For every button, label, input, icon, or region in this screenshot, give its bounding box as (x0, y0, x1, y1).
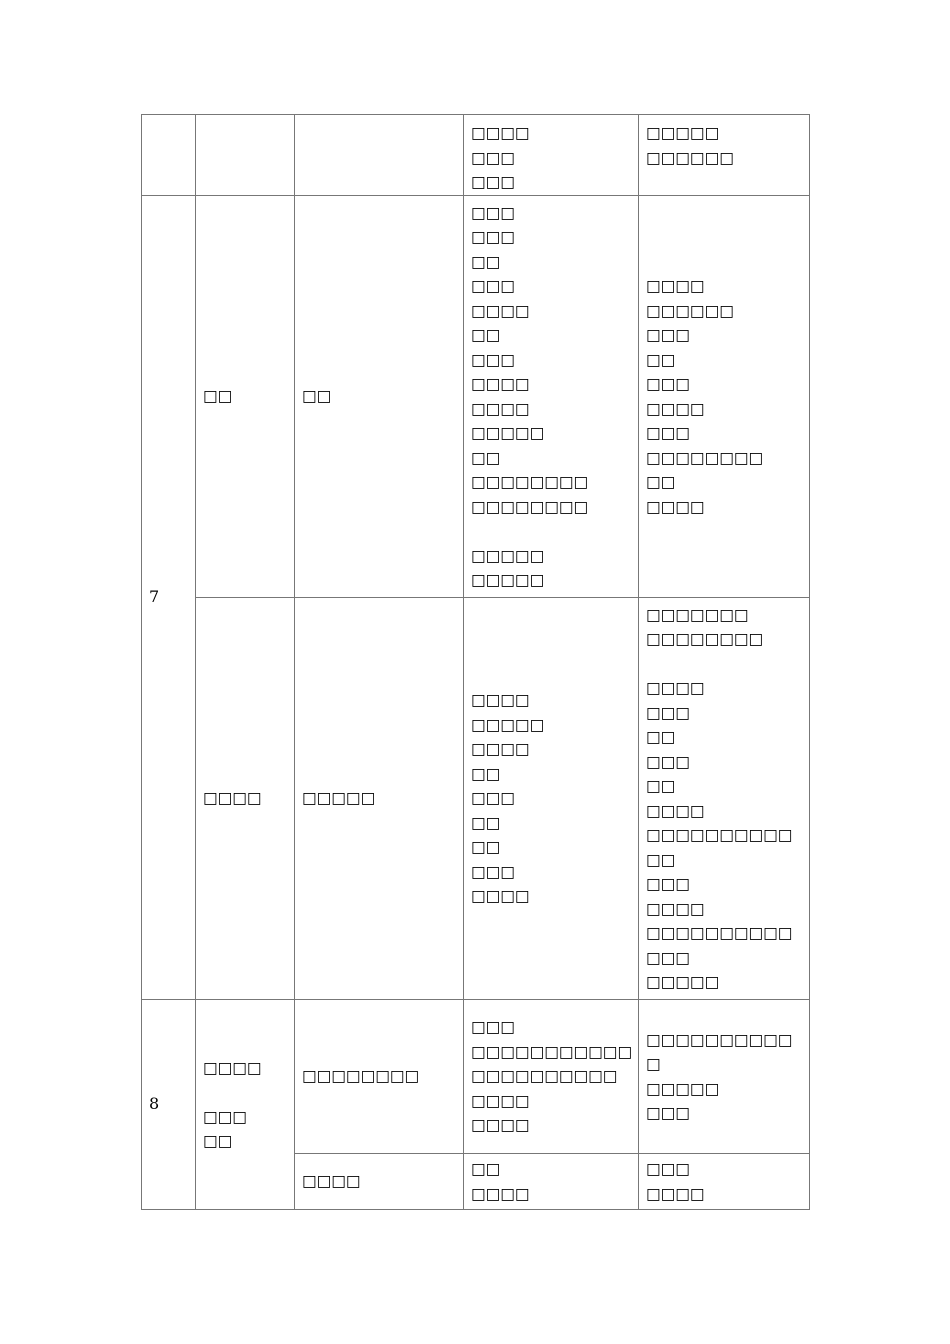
list-item: □□□□ (471, 124, 530, 142)
category-cell: □□ (196, 196, 295, 598)
list-item: □□ (471, 326, 501, 344)
notes-cell (639, 196, 810, 598)
list-item (646, 652, 802, 677)
list-item: □□□□□□□□ (471, 497, 589, 516)
list-item: □□ (646, 473, 676, 491)
name-cell: □□□□□ (295, 598, 464, 1000)
category-cell: □□□□ (196, 598, 295, 1000)
list-item: □□□□□ (471, 571, 545, 589)
list-item: □□ (471, 838, 501, 857)
list-item: □□ (646, 728, 676, 746)
list-item: □□□□□□□□□□ (646, 826, 793, 844)
list-item: □□□ (471, 173, 515, 191)
list-item: □□□□□ (646, 124, 720, 142)
list-item: □□□□□□□□ (471, 473, 589, 491)
list-item: □□□□ (646, 277, 705, 295)
list-item: □□□ (646, 424, 690, 442)
list-item: □□□□ (203, 1058, 262, 1077)
name-cell: □□□□□□□□ (295, 1000, 464, 1154)
list-item: □□□ (646, 703, 690, 722)
list-item: □□□□ (471, 887, 530, 906)
list-item: □□□ (471, 228, 515, 246)
name-cell (295, 115, 464, 196)
list-item: □□□□ (471, 1091, 530, 1110)
list-item: □□□ (471, 789, 515, 808)
name-cell: □□ (295, 196, 464, 598)
items-cell (464, 1154, 639, 1210)
list-item: □□□□□□□□□□□ (471, 1042, 633, 1061)
list-item: □□□□□□□□□□ (471, 1067, 618, 1086)
list-item: □□ (471, 252, 501, 271)
items-cell (464, 115, 639, 196)
row-number: 8 (142, 1000, 196, 1210)
list-item: □□□□ (646, 497, 705, 516)
list-item: □□□□ (471, 399, 530, 418)
list-item: □□ (646, 777, 676, 795)
notes-cell (639, 1000, 810, 1154)
list-item: □□□ (471, 1018, 515, 1037)
list-item: □□ (471, 764, 501, 783)
list-item: □□□□□□ (646, 148, 734, 167)
items-cell (464, 598, 639, 1000)
list-item: □□□□□ (646, 1079, 720, 1098)
list-item: □□□□ (471, 740, 530, 759)
list-item: □□ (646, 850, 676, 869)
list-item: □□□□□ (646, 973, 720, 991)
list-item: □□□ (646, 948, 690, 967)
list-item: □□□□ (471, 375, 530, 393)
list-item: □□□ (646, 875, 690, 893)
list-item: □□□□□□ (646, 301, 734, 320)
list-item: □□□□ (646, 801, 705, 820)
category-cell (196, 115, 295, 196)
list-item: □□□□□□□□□□ (646, 1030, 793, 1049)
list-item: □□□ (471, 148, 515, 167)
list-item: □□□ (646, 1104, 690, 1122)
list-item: □□□□□ (471, 546, 545, 565)
list-item: □ (646, 1055, 661, 1073)
list-item: □□□ (471, 350, 515, 369)
list-item: □□□□ (646, 899, 705, 918)
list-item: □□□□ (471, 691, 530, 710)
list-item: □□□□□□□□ (646, 630, 764, 648)
notes-cell (639, 1154, 810, 1210)
list-item: □□ (203, 1132, 233, 1150)
list-item: □□□□ (646, 679, 705, 697)
items-cell (464, 1000, 639, 1154)
list-item (203, 1080, 287, 1105)
notes-cell (639, 115, 810, 196)
number-cell (142, 115, 196, 196)
category-cell (196, 1000, 295, 1210)
list-item: □□□□□ (471, 424, 545, 442)
table-row (142, 598, 810, 1000)
list-item: □□□ (646, 1160, 690, 1178)
name-cell: □□□□ (295, 1154, 464, 1210)
list-item: □□□□□□□□□□ (646, 924, 793, 942)
list-item: □□□□ (471, 301, 530, 320)
list-item: □□□□ (646, 1184, 705, 1203)
list-item (471, 519, 631, 544)
list-item: □□ (471, 1160, 501, 1178)
table-row (142, 196, 810, 598)
list-item: □□□ (471, 277, 515, 295)
list-item: □□□ (646, 326, 690, 344)
row-number: 7 (142, 196, 196, 1000)
list-item: □□□ (646, 375, 690, 393)
list-item: □□□□ (471, 1184, 530, 1203)
list-item: □□□ (646, 752, 690, 771)
list-item: □□ (471, 448, 501, 467)
notes-cell (639, 598, 810, 1000)
list-item: □□□ (203, 1107, 247, 1126)
list-item: □□ (646, 350, 676, 369)
list-item: □□□□□□□ (646, 605, 749, 624)
list-item: □□□□ (646, 399, 705, 418)
list-item: □□ (471, 813, 501, 832)
table-row (142, 1000, 810, 1154)
list-item: □□□□□□□□ (646, 448, 764, 467)
list-item: □□□□□ (471, 715, 545, 734)
table-row (142, 115, 810, 196)
items-cell (464, 196, 639, 598)
list-item: □□□ (471, 862, 515, 881)
main-table (141, 114, 810, 1210)
list-item: □□□□ (471, 1116, 530, 1135)
list-item: □□□ (471, 203, 515, 222)
